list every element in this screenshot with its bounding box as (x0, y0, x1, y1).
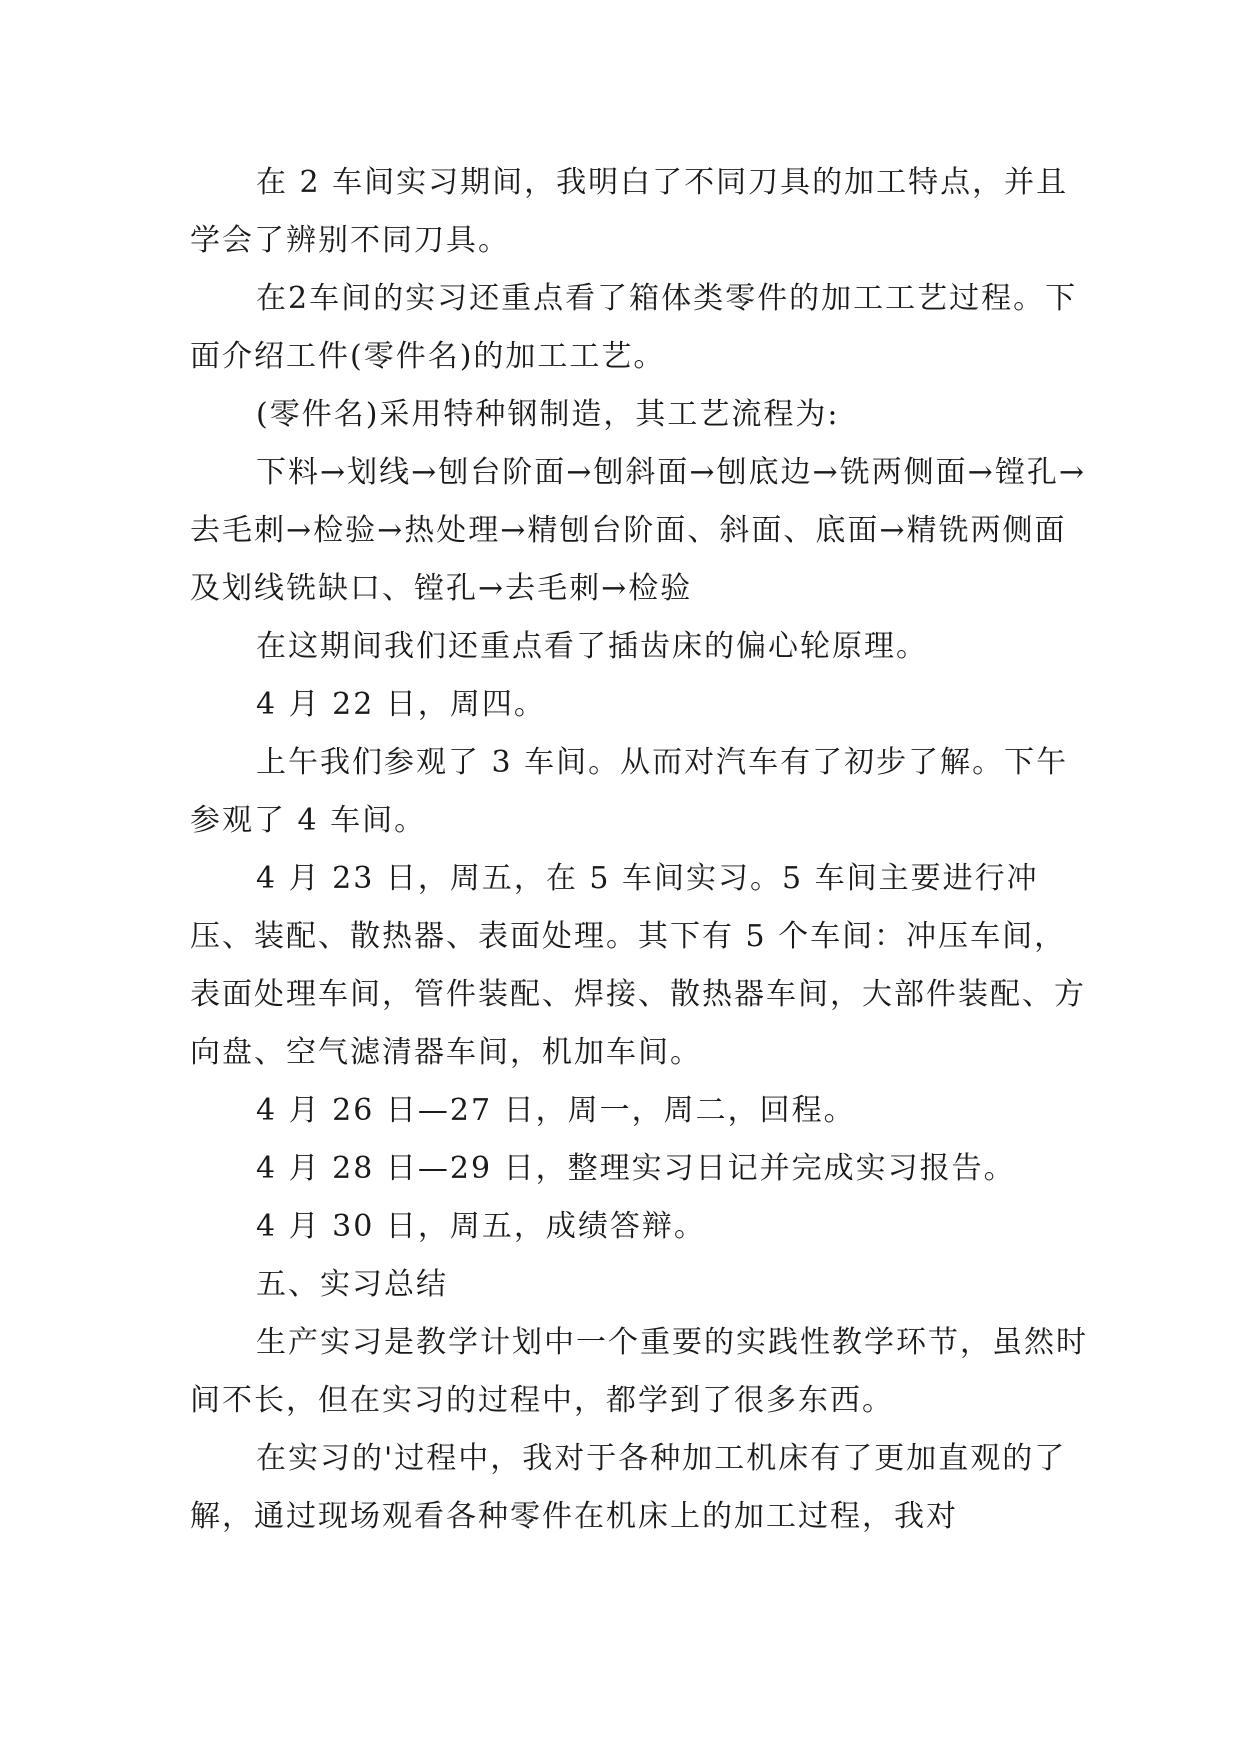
section-heading: 五、实习总结 (256, 1267, 448, 1302)
paragraph: 上午我们参观了 3 车间。从而对汽车有了初步了解。下午参观了 4 车间。 (190, 745, 1069, 838)
document-body (190, 154, 1090, 1546)
date-entry: 4 月 26 日—27 日，周一，周二，回程。 (256, 1093, 856, 1128)
paragraph: 在2车间的实习还重点看了箱体类零件的加工工艺过程。下面介绍工件(零件名)的加工工艺。 (190, 281, 1078, 374)
paragraph: (零件名)采用特种钢制造，其工艺流程为: (256, 397, 840, 432)
paragraph: 在这期间我们还重点看了插齿床的偏心轮原理。 (256, 629, 928, 664)
paragraph: 在 2 车间实习期间，我明白了不同刀具的加工特点，并且学会了辨别不同刀具。 (190, 165, 1069, 258)
process-flow-paragraph: 下料→划线→刨台阶面→刨斜面→刨底边→铣两侧面→镗孔→去毛刺→检验→热处理→精刨台阶面、斜面、底面→精铣两侧面及划线铣缺口、镗孔→去毛刺→检验 (190, 455, 1086, 606)
date-entry: 4 月 22 日，周四。 (256, 687, 546, 722)
paragraph: 生产实习是教学计划中一个重要的实践性教学环节，虽然时间不长，但在实习的过程中，都学到了很多东西。 (190, 1325, 1088, 1418)
paragraph: 4 月 23 日，周五，在 5 车间实习。5 车间主要进行冲压、装配、散热器、表面处理。其下有 5 个车间：冲压车间，表面处理车间，管件装配、焊接、散热器车间，大部件装配、方向盘、空气滤清器车间，机加车间。 (190, 861, 1086, 1070)
date-entry: 4 月 28 日—29 日，整理实习日记并完成实习报告。 (256, 1151, 1016, 1186)
paragraph: 在实习的'过程中，我对于各种加工机床有了更加直观的了解，通过现场观看各种零件在机床上的加工过程，我对 (190, 1441, 1067, 1534)
date-entry: 4 月 30 日，周五，成绩答辩。 (256, 1209, 706, 1244)
